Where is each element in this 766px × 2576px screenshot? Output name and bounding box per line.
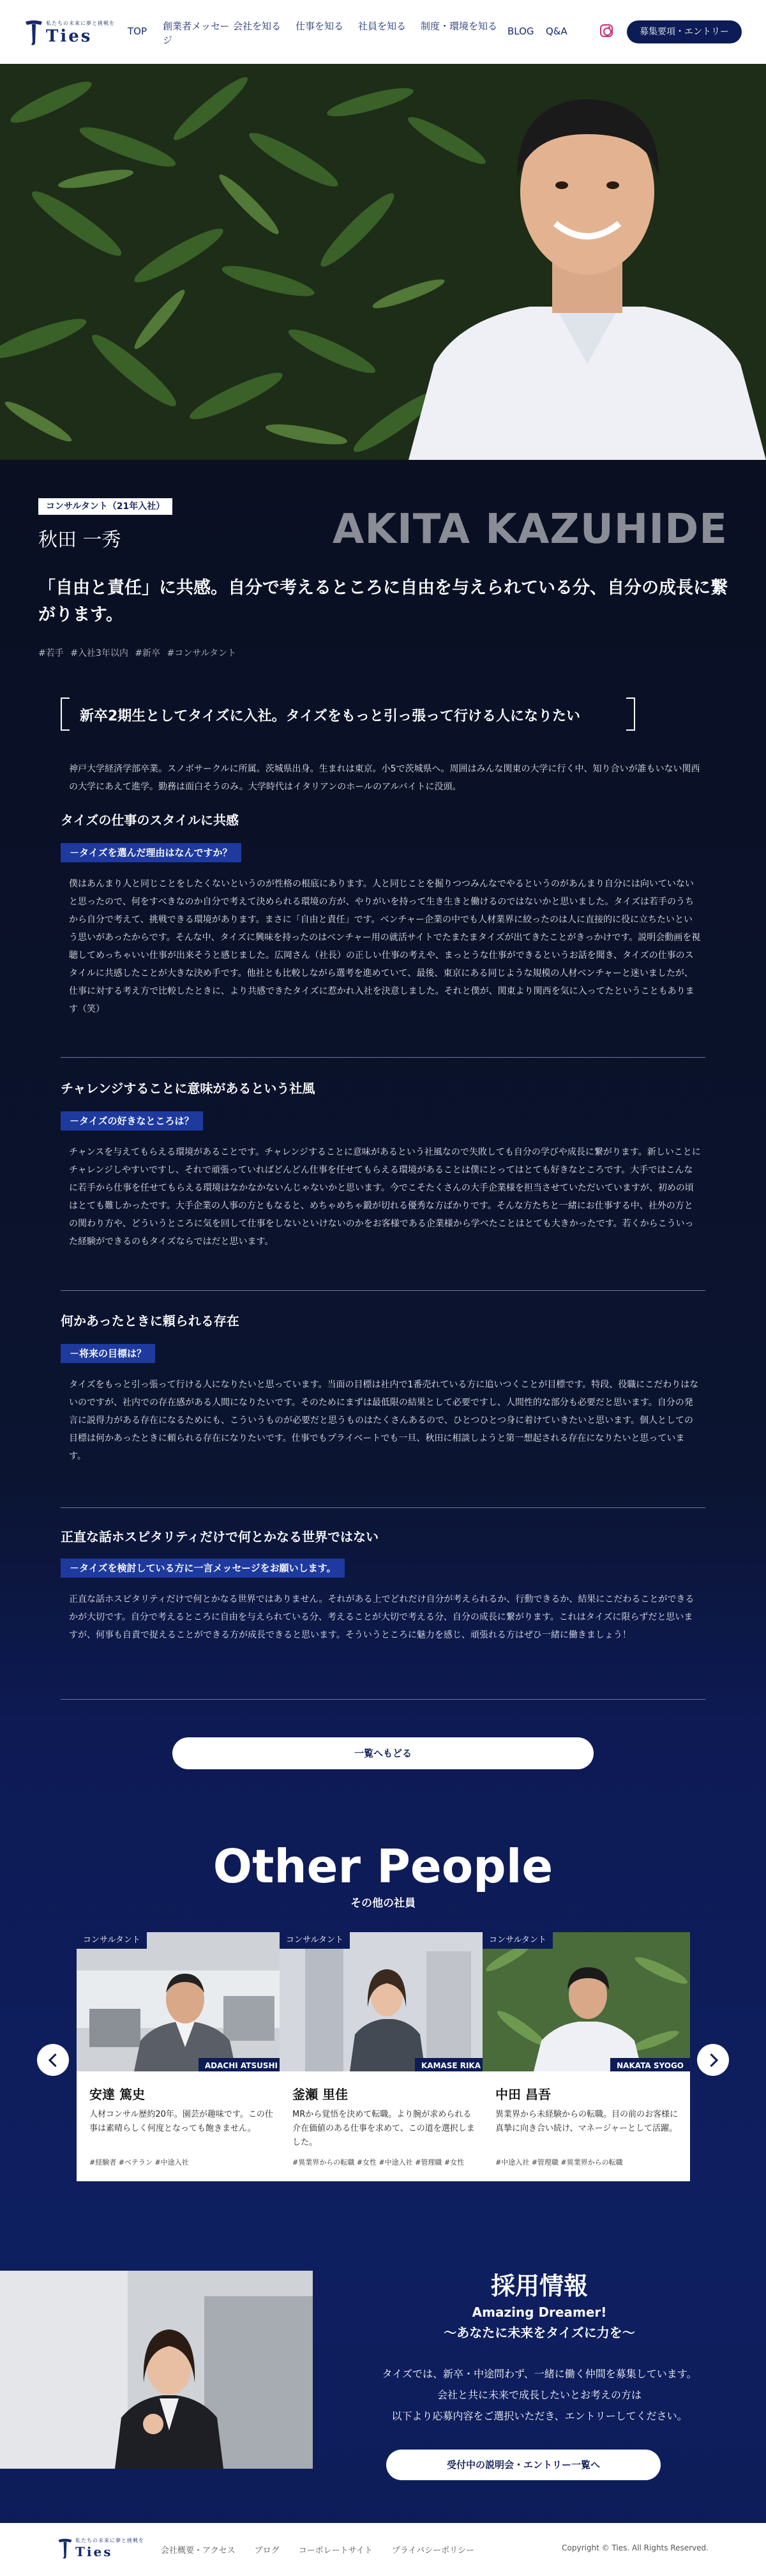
- recruit-title: 採用情報: [490, 2272, 588, 2300]
- site-footer: [0, 2523, 766, 2576]
- person-photo: [280, 1932, 487, 2071]
- section-body: チャンスを与えてもらえる環境があることです。チャレンジすることに意味があるという社風なので失敗しても自分の学びや成長に繋がります。新しいことにチャレンジしやすいですし、それで頑張っていればどんどん仕事を任せてもらえる環境があることは僕にとってはとても好きなところです。大手ではこんなに若手から仕事を任せてもらえる環境はなかなかないんじゃないかと思います。今でこそたくさんの大手企業様を担当させていただいていますが、初めの頃はとても難しかったです。大手企業の人事の方ともなると、めちゃめちゃ鍛が切れる優秀な方ばかりです。そんな方たちと一緒にお仕事する中、社外の方との関わり方や、どういうところに気を回して仕事をしないといけないのかをお客様である企業様から学べたことはとても大きかったです。若くからこういった経験ができるのもタイズならではだと思います。: [69, 1147, 701, 1247]
- card-name-english: NAKATA SYOGO: [610, 2058, 690, 2071]
- instagram-icon[interactable]: [600, 24, 613, 37]
- footer-logo-tagline: 私たちの未来に夢と挑戦を: [75, 2538, 144, 2543]
- other-people-subtitle: その他の社員: [350, 1897, 416, 1910]
- back-to-list-button[interactable]: 一覧へもどる: [172, 1737, 594, 1769]
- copyright: Copyright © Ties. All Rights Reserved.: [562, 2543, 709, 2552]
- card-description: MRから覚悟を決めて転職。より腕が求められる介在価値のある仕事を求めて、この道を選択しました。: [292, 2110, 475, 2147]
- card-description: 異業界から未経験からの転職。目の前のお客様に真摯に向き合い続け、マネージャーとして活躍。: [495, 2110, 679, 2133]
- site-logo[interactable]: [24, 19, 115, 46]
- recruit-subtitle-jp: 〜あなたに未来をタイズに力を〜: [444, 2325, 635, 2340]
- bracket-left: [61, 697, 70, 731]
- section-title: タイズの仕事のスタイルに共感: [61, 812, 239, 828]
- footer-link-privacy[interactable]: プライバシーポリシー: [391, 2546, 475, 2556]
- nav-blog[interactable]: BLOG: [507, 26, 534, 37]
- footer-logo-wordmark: Ties: [75, 2544, 113, 2559]
- section-divider: [61, 1507, 705, 1508]
- entry-button[interactable]: 募集要項・エントリー: [627, 20, 742, 43]
- recruit-photo: [0, 2271, 313, 2469]
- section-body: タイズをもっと引っ張って行ける人になりたいと思っています。当面の目標は社内で1番売れている方に追いつくことが目標です。特段、役職にこだわりはないのですが、社内での存在感がある人間になりたいです。そのためにまずは最低限の結果として必要ですし、人間性的な部分も必要だと思います。自分の発言に説得力がある存在になるためにも、こういうものが必要だと思うものはたくさんあるので、ひとつひとつ身に着けていきたいと思います。個人としての目標は何かあったときに頼られる存在になりたいです。仕事でもプライベートでも一旦、秋田に相談しようと第一想起される存在になりたいと思っています。: [69, 1380, 699, 1461]
- bracket-right: [626, 697, 635, 731]
- logo-wordmark: Ties: [46, 26, 93, 46]
- recruit-text-line: タイズでは、新卒・中途問わず、一緒に働く仲間を募集しています。: [382, 2368, 697, 2380]
- card-tags: #異業界からの転職 #女性 #中途入社 #管理職 #女性: [292, 2158, 465, 2167]
- recruit-subtitle-en: Amazing Dreamer!: [472, 2305, 607, 2320]
- profile-tags: [38, 646, 240, 659]
- question-badge: －将来の目標は？: [61, 1344, 155, 1363]
- card-name-english: ADACHI ATSUSHI: [199, 2058, 284, 2071]
- main-heading-box: [61, 697, 635, 731]
- footer-link-blog[interactable]: ブログ: [254, 2546, 280, 2556]
- carousel-prev-arrow[interactable]: [37, 2044, 69, 2076]
- section-divider: [61, 1699, 705, 1700]
- name-japanese: 秋田 一秀: [38, 529, 121, 551]
- card-name: 中田 昌吾: [495, 2087, 551, 2102]
- section-title: 正直な話ホスピタリティだけで何とかなる世界ではない: [61, 1529, 379, 1544]
- intro-text: 神戸大学経済学部卒業。スノボサークルに所属。茨城県出身。生まれは東京。小5で茨城県へ。周囲はみんな関東の大学に行く中、知り合いが誰もいない関西の大学にあえて進学。勤務は面白そうのみ。大学時代はイタリアンのホールのアルバイトに没頭。: [69, 764, 700, 792]
- question-badge: －タイズの好きなところは？: [61, 1111, 203, 1131]
- logo-mark-icon: [24, 19, 43, 46]
- nav-system-environment[interactable]: 制度・環境を知る: [421, 20, 498, 32]
- section-title: 何かあったときに頼られる存在: [61, 1313, 239, 1329]
- carousel-next-arrow[interactable]: [697, 2044, 729, 2076]
- tag[interactable]: #入社3年以内: [70, 648, 128, 659]
- footer-link-company-access[interactable]: 会社概要・アクセス: [161, 2546, 236, 2556]
- section-body: 僕はあんまり人と同じことをしたくないというのが性格の根底にあります。人と同じことを掘りつつみんなでやるというのがあんまり自分には向いていないと思ったので、何をすべきなのか自分で考えて決められる環境の方が、やりがいを持って生き生きと働けるのではないかと思いました。タイズは若手のうちから自分で考えて、挑戦できる環境があります。まさに「自由と責任」です。ベンチャー企業の中でも人材業界に絞ったのは人に直接的に役に立ちたいという思いがあったからです。そんな中、タイズに興味を持ったのはベンチャー用の就活サイトでたまたまタイズが出てきたことがきっかけです。説明会動画を視聴してめっちゃいい仕事が出来そうと感じました。広岡さん（社長）の正しい仕事の考えや、まっとうな仕事ができるというお話を聞き、タイズの仕事のスタイルに共感したことが大きな決め手です。他社とも比較しながら選考を進めていて、最後、東京にある同じような規模の人材ベンチャーと迷いましたが、仕事に対する考え方で比較したときに、より共感できたタイズに惹かれ入社を決意しました。それと僕が、関東より関西を気に入ってたということもあります（笑）: [69, 879, 701, 1014]
- main-nav: [128, 19, 571, 47]
- role-badge: コンサルタント（21年入社）: [38, 498, 172, 515]
- hero-photo: [0, 64, 766, 460]
- tag[interactable]: #コンサルタント: [167, 648, 236, 659]
- card-name-english: KAMASE RIKA: [415, 2058, 487, 2071]
- nav-company[interactable]: 会社を知る: [233, 20, 282, 32]
- card-name: 釜瀬 里佳: [292, 2087, 348, 2102]
- person-card[interactable]: [77, 1932, 284, 2181]
- card-role-badge: コンサルタント: [280, 1932, 350, 1949]
- tag[interactable]: #新卒: [135, 648, 161, 659]
- footer-link-corporate[interactable]: コーポレートサイト: [298, 2546, 373, 2556]
- recruit-text: [313, 2363, 766, 2427]
- interviewee-portrait: [409, 64, 766, 460]
- kamase-photo: [280, 1932, 487, 2071]
- recruit-person-photo: [0, 2271, 313, 2469]
- interview-headline: 「自由と責任」に共感。自分で考えるところに自由を与えられている分、自分の成長に繋がります。: [38, 578, 728, 625]
- tag[interactable]: #若手: [38, 648, 64, 659]
- person-card[interactable]: [280, 1932, 487, 2181]
- nav-work[interactable]: 仕事を知る: [296, 20, 344, 32]
- section-body: 正直な話ホスピタリティだけで何とかなる世界ではありません。それがある上でどれだけ自分が考えられるか、行動できるか、結果にこだわることができるかが大切です。自分で考えるところに自由を与えられている分、考えることが大切で考える分、自分の成長に繋がります。これはタイズに限らずだと思いますが、何事も自責で捉えることができる方が成長できると思います。そういうところに魅力を感じ、頑張れる方はぜひ一緒に働きましょう！: [69, 1594, 695, 1640]
- section-title: チャレンジすることに意味があるという社風: [61, 1081, 315, 1096]
- card-role-badge: コンサルタント: [77, 1932, 147, 1949]
- card-name: 安達 篤史: [89, 2087, 145, 2102]
- section-divider: [61, 1057, 705, 1058]
- footer-logo-mark-icon: [57, 2538, 73, 2559]
- recruit-entry-button[interactable]: 受付中の説明会・エントリー一覧へ: [386, 2450, 661, 2480]
- main-heading: 新卒2期生としてタイズに入社。タイズをもっと引っ張って行ける人になりたい: [80, 708, 580, 724]
- other-people-title: Other People: [213, 1840, 553, 1893]
- person-card[interactable]: [483, 1932, 690, 2181]
- card-description: 人材コンサル歴約20年。園芸が趣味です。この仕事は素晴らしく何度となっても飽きません。: [89, 2110, 273, 2133]
- card-tags: #中途入社 #管理職 #異業界からの転職: [495, 2158, 623, 2167]
- recruit-text-line: 会社と共に未来で成長したいとお考えの方は: [437, 2389, 642, 2401]
- nav-qa[interactable]: Q&A: [546, 26, 567, 37]
- card-tags: #経験者 #ベテラン #中途入社: [89, 2158, 189, 2167]
- section-divider: [61, 1290, 705, 1291]
- person-photo: [483, 1932, 690, 2071]
- logo-tagline: 私たちの未来に夢と挑戦を: [46, 20, 115, 26]
- footer-links: [161, 2543, 474, 2556]
- nav-people[interactable]: 社員を知る: [358, 20, 407, 32]
- footer-logo[interactable]: [57, 2537, 144, 2559]
- adachi-photo: [77, 1932, 284, 2071]
- question-badge: －タイズを選んだ理由はなんですか？: [61, 843, 241, 862]
- name-english: AKITA KAZUHIDE: [332, 506, 728, 553]
- nakata-photo: [483, 1932, 690, 2071]
- nav-top[interactable]: TOP: [128, 26, 147, 37]
- person-photo: [77, 1932, 284, 2071]
- recruit-text-line: 以下より応募内容をご選択いただき、エントリーしてください。: [391, 2410, 687, 2422]
- card-role-badge: コンサルタント: [483, 1932, 553, 1949]
- question-badge: －タイズを検討している方に一言メッセージをお願いします。: [61, 1559, 345, 1578]
- site-header: [0, 0, 766, 64]
- nav-founder-message[interactable]: 創業者メッセージ: [163, 20, 230, 46]
